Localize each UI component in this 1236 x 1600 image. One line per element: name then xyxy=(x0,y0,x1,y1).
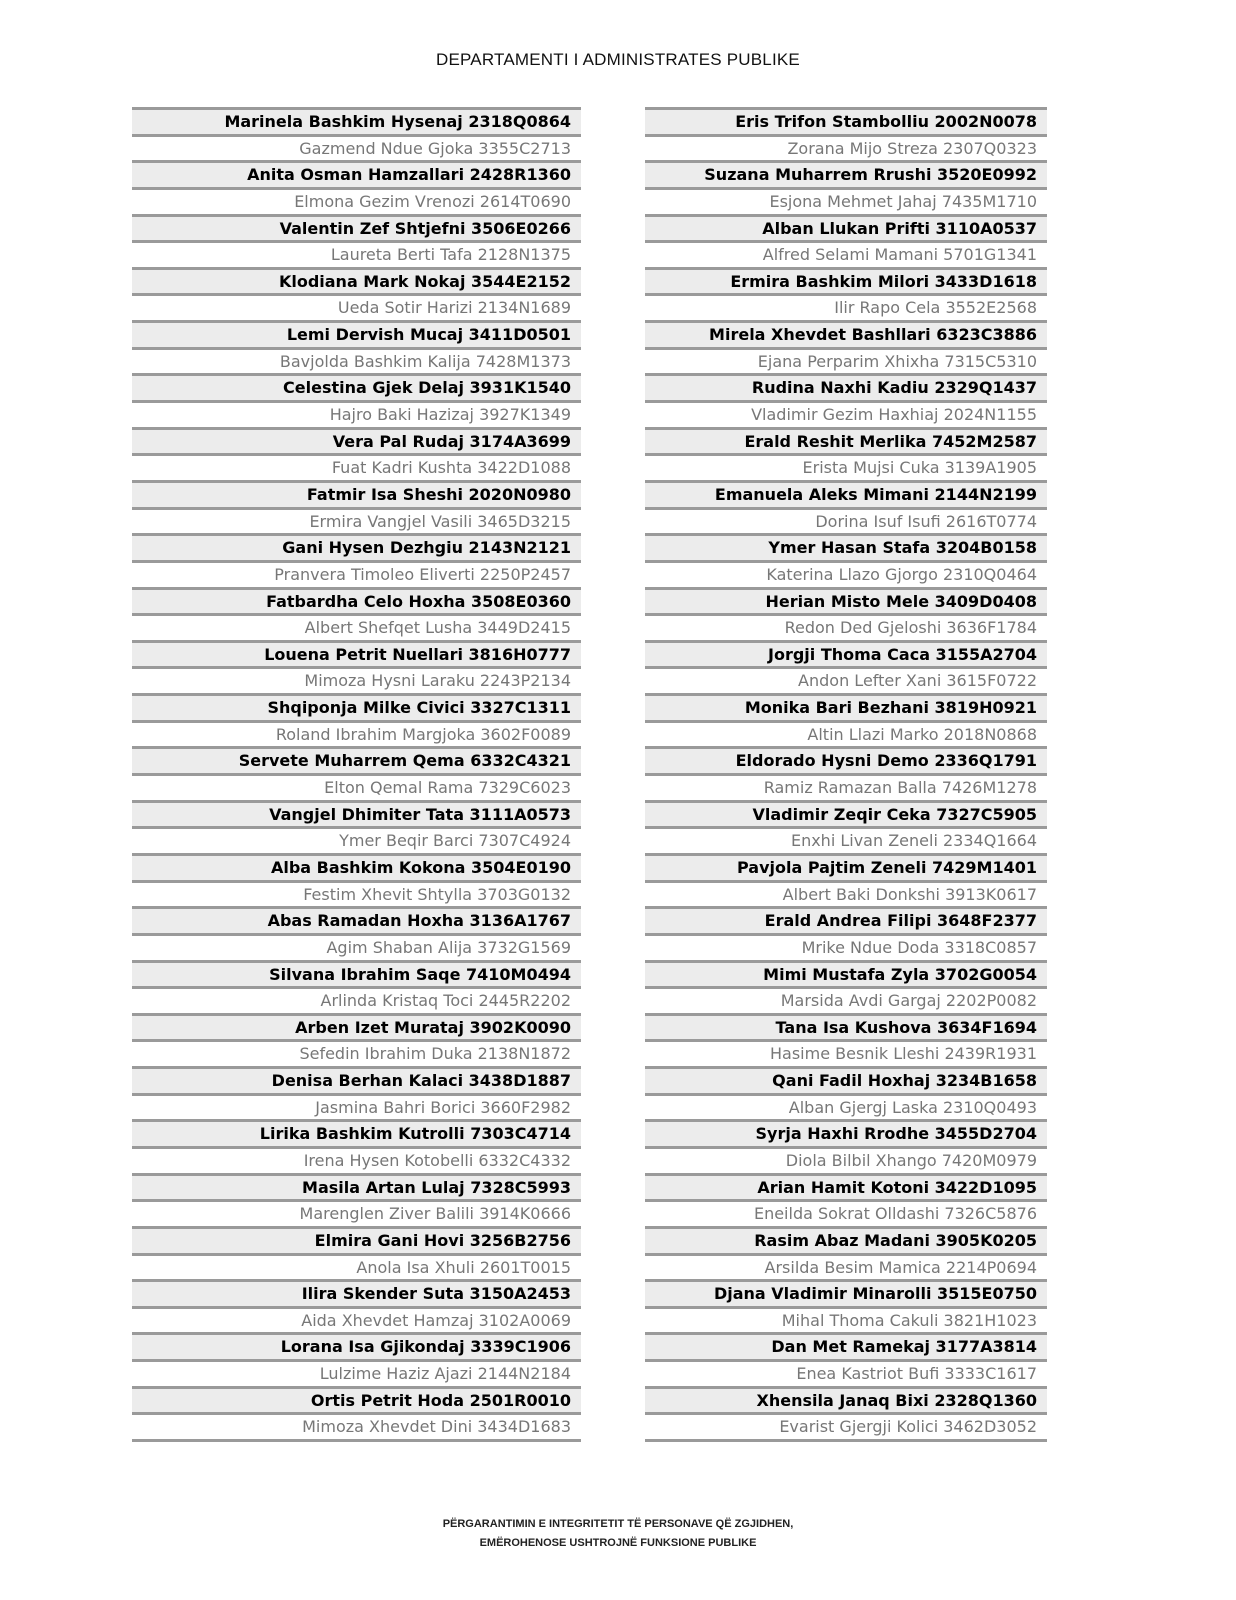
list-item: Mihal Thoma Cakuli 3821H1023 xyxy=(645,1306,1047,1333)
list-item: Dan Met Ramekaj 3177A3814 xyxy=(645,1332,1047,1359)
list-item: Marinela Bashkim Hysenaj 2318Q0864 xyxy=(132,107,581,134)
list-item: Ermira Bashkim Milori 3433D1618 xyxy=(645,267,1047,294)
divider xyxy=(132,1439,581,1442)
list-item: Vangjel Dhimiter Tata 3111A0573 xyxy=(132,800,581,827)
list-item: Masila Artan Lulaj 7328C5993 xyxy=(132,1173,581,1200)
list-item: Shqiponja Milke Civici 3327C1311 xyxy=(132,693,581,720)
list-item: Djana Vladimir Minarolli 3515E0750 xyxy=(645,1279,1047,1306)
list-item: Abas Ramadan Hoxha 3136A1767 xyxy=(132,906,581,933)
list-item: Syrja Haxhi Rrodhe 3455D2704 xyxy=(645,1119,1047,1146)
list-item: Mimoza Hysni Laraku 2243P2134 xyxy=(132,666,581,693)
divider xyxy=(645,1439,1047,1442)
list-item: Jorgji Thoma Caca 3155A2704 xyxy=(645,640,1047,667)
list-item: Gani Hysen Dezhgiu 2143N2121 xyxy=(132,533,581,560)
list-item: Diola Bilbil Xhango 7420M0979 xyxy=(645,1146,1047,1173)
list-item: Vladimir Gezim Haxhiaj 2024N1155 xyxy=(645,400,1047,427)
list-item: Ueda Sotir Harizi 2134N1689 xyxy=(132,293,581,320)
list-item: Lemi Dervish Mucaj 3411D0501 xyxy=(132,320,581,347)
list-item: Evarist Gjergji Kolici 3462D3052 xyxy=(645,1412,1047,1439)
footer-line-2: EMËROHENOSE USHTROJNË FUNKSIONE PUBLIKE xyxy=(479,1537,757,1549)
right-name-list xyxy=(645,107,1047,1442)
list-item: Ortis Petrit Hoda 2501R0010 xyxy=(132,1386,581,1413)
list-item: Anita Osman Hamzallari 2428R1360 xyxy=(132,160,581,187)
list-item: Elmona Gezim Vrenozi 2614T0690 xyxy=(132,187,581,214)
list-item: Ramiz Ramazan Balla 7426M1278 xyxy=(645,773,1047,800)
list-item: Elmira Gani Hovi 3256B2756 xyxy=(132,1226,581,1253)
list-item: Roland Ibrahim Margjoka 3602F0089 xyxy=(132,720,581,747)
list-item: Pavjola Pajtim Zeneli 7429M1401 xyxy=(645,853,1047,880)
list-item: Elton Qemal Rama 7329C6023 xyxy=(132,773,581,800)
list-item: Rasim Abaz Madani 3905K0205 xyxy=(645,1226,1047,1253)
list-item: Klodiana Mark Nokaj 3544E2152 xyxy=(132,267,581,294)
list-item: Fuat Kadri Kushta 3422D1088 xyxy=(132,453,581,480)
list-item: Arsilda Besim Mamica 2214P0694 xyxy=(645,1253,1047,1280)
list-item: Arben Izet Murataj 3902K0090 xyxy=(132,1013,581,1040)
list-item: Hajro Baki Hazizaj 3927K1349 xyxy=(132,400,581,427)
list-item: Mrike Ndue Doda 3318C0857 xyxy=(645,933,1047,960)
list-item: Esjona Mehmet Jahaj 7435M1710 xyxy=(645,187,1047,214)
list-item: Alba Bashkim Kokona 3504E0190 xyxy=(132,853,581,880)
list-item: Lulzime Haziz Ajazi 2144N2184 xyxy=(132,1359,581,1386)
list-item: Rudina Naxhi Kadiu 2329Q1437 xyxy=(645,373,1047,400)
list-item: Jasmina Bahri Borici 3660F2982 xyxy=(132,1093,581,1120)
list-item: Tana Isa Kushova 3634F1694 xyxy=(645,1013,1047,1040)
list-item: Lorana Isa Gjikondaj 3339C1906 xyxy=(132,1332,581,1359)
list-item: Andon Lefter Xani 3615F0722 xyxy=(645,666,1047,693)
list-item: Mimoza Xhevdet Dini 3434D1683 xyxy=(132,1412,581,1439)
list-item: Servete Muharrem Qema 6332C4321 xyxy=(132,746,581,773)
list-item: Arian Hamit Kotoni 3422D1095 xyxy=(645,1173,1047,1200)
list-item: Agim Shaban Alija 3732G1569 xyxy=(132,933,581,960)
list-item: Laureta Berti Tafa 2128N1375 xyxy=(132,240,581,267)
list-item: Alban Llukan Prifti 3110A0537 xyxy=(645,214,1047,241)
list-item: Katerina Llazo Gjorgo 2310Q0464 xyxy=(645,560,1047,587)
list-item: Ymer Beqir Barci 7307C4924 xyxy=(132,826,581,853)
list-item: Ermira Vangjel Vasili 3465D3215 xyxy=(132,507,581,534)
list-item: Monika Bari Bezhani 3819H0921 xyxy=(645,693,1047,720)
list-item: Festim Xhevit Shtylla 3703G0132 xyxy=(132,880,581,907)
list-item: Gazmend Ndue Gjoka 3355C2713 xyxy=(132,134,581,161)
list-item: Eneilda Sokrat Olldashi 7326C5876 xyxy=(645,1199,1047,1226)
list-item: Xhensila Janaq Bixi 2328Q1360 xyxy=(645,1386,1047,1413)
list-item: Mirela Xhevdet Bashllari 6323C3886 xyxy=(645,320,1047,347)
list-item: Alban Gjergj Laska 2310Q0493 xyxy=(645,1093,1047,1120)
list-item: Marenglen Ziver Balili 3914K0666 xyxy=(132,1199,581,1226)
list-item: Sefedin Ibrahim Duka 2138N1872 xyxy=(132,1039,581,1066)
list-item: Marsida Avdi Gargaj 2202P0082 xyxy=(645,986,1047,1013)
list-item: Hasime Besnik Lleshi 2439R1931 xyxy=(645,1039,1047,1066)
page-title: DEPARTAMENTI I ADMINISTRATES PUBLIKE xyxy=(436,50,800,69)
list-item: Aida Xhevdet Hamzaj 3102A0069 xyxy=(132,1306,581,1333)
list-item: Emanuela Aleks Mimani 2144N2199 xyxy=(645,480,1047,507)
list-item: Pranvera Timoleo Eliverti 2250P2457 xyxy=(132,560,581,587)
list-item: Erald Andrea Filipi 3648F2377 xyxy=(645,906,1047,933)
list-item: Valentin Zef Shtjefni 3506E0266 xyxy=(132,214,581,241)
list-item: Dorina Isuf Isufi 2616T0774 xyxy=(645,507,1047,534)
list-item: Irena Hysen Kotobelli 6332C4332 xyxy=(132,1146,581,1173)
list-item: Enea Kastriot Bufi 3333C1617 xyxy=(645,1359,1047,1386)
list-item: Ilira Skender Suta 3150A2453 xyxy=(132,1279,581,1306)
list-item: Arlinda Kristaq Toci 2445R2202 xyxy=(132,986,581,1013)
list-item: Albert Baki Donkshi 3913K0617 xyxy=(645,880,1047,907)
list-item: Fatbardha Celo Hoxha 3508E0360 xyxy=(132,587,581,614)
footer-line-1: PËRGARANTIMIN E INTEGRITETIT TË PERSONAVE QË ZGJIDHEN, xyxy=(442,1518,794,1530)
list-item: Erald Reshit Merlika 7452M2587 xyxy=(645,427,1047,454)
list-item: Alfred Selami Mamani 5701G1341 xyxy=(645,240,1047,267)
list-item: Vladimir Zeqir Ceka 7327C5905 xyxy=(645,800,1047,827)
left-name-list xyxy=(132,107,581,1442)
list-item: Suzana Muharrem Rrushi 3520E0992 xyxy=(645,160,1047,187)
list-item: Celestina Gjek Delaj 3931K1540 xyxy=(132,373,581,400)
list-item: Bavjolda Bashkim Kalija 7428M1373 xyxy=(132,347,581,374)
list-item: Denisa Berhan Kalaci 3438D1887 xyxy=(132,1066,581,1093)
list-item: Eldorado Hysni Demo 2336Q1791 xyxy=(645,746,1047,773)
list-item: Ilir Rapo Cela 3552E2568 xyxy=(645,293,1047,320)
list-item: Qani Fadil Hoxhaj 3234B1658 xyxy=(645,1066,1047,1093)
list-item: Vera Pal Rudaj 3174A3699 xyxy=(132,427,581,454)
list-item: Ymer Hasan Stafa 3204B0158 xyxy=(645,533,1047,560)
list-item: Silvana Ibrahim Saqe 7410M0494 xyxy=(132,960,581,987)
list-item: Albert Shefqet Lusha 3449D2415 xyxy=(132,613,581,640)
list-item: Eris Trifon Stambolliu 2002N0078 xyxy=(645,107,1047,134)
list-item: Altin Llazi Marko 2018N0868 xyxy=(645,720,1047,747)
list-item: Enxhi Livan Zeneli 2334Q1664 xyxy=(645,826,1047,853)
list-item: Erista Mujsi Cuka 3139A1905 xyxy=(645,453,1047,480)
list-item: Ejana Perparim Xhixha 7315C5310 xyxy=(645,347,1047,374)
list-item: Herian Misto Mele 3409D0408 xyxy=(645,587,1047,614)
list-item: Anola Isa Xhuli 2601T0015 xyxy=(132,1253,581,1280)
list-item: Redon Ded Gjeloshi 3636F1784 xyxy=(645,613,1047,640)
list-item: Mimi Mustafa Zyla 3702G0054 xyxy=(645,960,1047,987)
list-item: Louena Petrit Nuellari 3816H0777 xyxy=(132,640,581,667)
footer xyxy=(0,1515,1236,1553)
list-item: Lirika Bashkim Kutrolli 7303C4714 xyxy=(132,1119,581,1146)
list-item: Fatmir Isa Sheshi 2020N0980 xyxy=(132,480,581,507)
list-item: Zorana Mijo Streza 2307Q0323 xyxy=(645,134,1047,161)
